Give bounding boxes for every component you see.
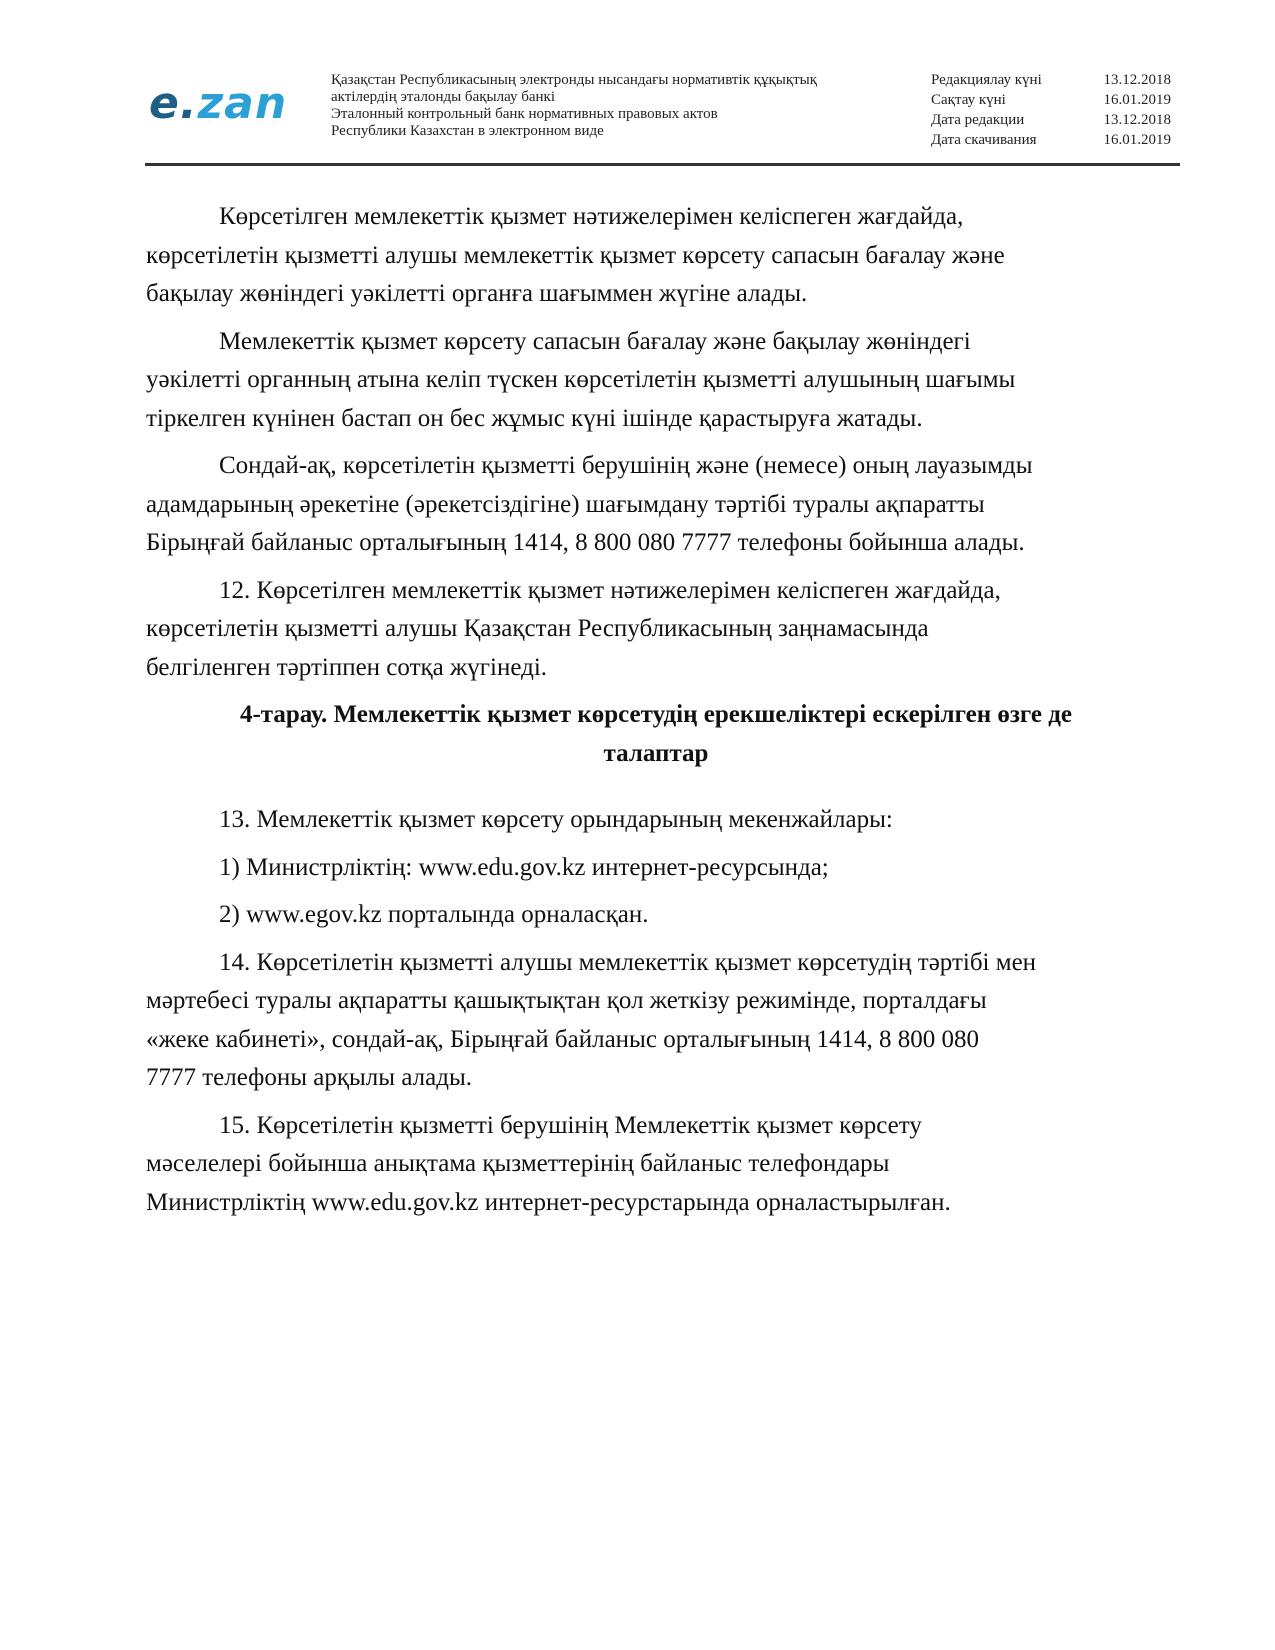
paragraph <box>146 1107 1166 1223</box>
header-title-line: актілердің эталонды бақылау банкі <box>331 89 555 105</box>
text-line: 12. Көрсетілген мемлекеттік қызмет нәтижелерімен келіспеген жағдайда, <box>219 576 1001 604</box>
text-line: белгіленген тәртіппен сотқа жүгінеді. <box>146 653 548 681</box>
text-line: Көрсетілген мемлекеттік қызмет нәтижелерімен келіспеген жағдайда, <box>219 203 964 230</box>
text-line: 2) www.egov.kz порталында орналасқан. <box>219 901 649 928</box>
meta-row <box>931 130 1171 150</box>
text-line: тіркелген күнінен бастап он бес жұмыс күні ішінде қарастыруға жатады. <box>146 404 923 432</box>
text-line: көрсетілетін қызметті алушы Қазақстан Республикасының заңнамасында <box>146 615 929 642</box>
header-title-line: Қазақстан Республикасының электронды нысандағы нормативтік құқықтық <box>331 72 818 88</box>
text-line: Мемлекеттік қызмет көрсету сапасын бағалау және бақылау жөніндегі <box>219 327 971 355</box>
meta-label: Сақтау күні <box>931 92 1006 108</box>
header-title-line: Республики Казахстан в электронном виде <box>331 123 604 139</box>
text-line: 1) Министрліктің: www.edu.gov.kz интернет-ресурсында; <box>219 853 829 881</box>
text-line: 13. Мемлекеттік қызмет көрсету орындарының мекенжайлары: <box>219 806 893 833</box>
paragraph <box>146 944 1166 1098</box>
header-meta <box>931 70 1171 150</box>
header-title-line: Эталонный контрольный банк нормативных правовых актов <box>331 106 718 122</box>
meta-row <box>931 90 1171 110</box>
heading-line: талаптар <box>603 739 709 767</box>
text-line: 14. Көрсетілетін қызметті алушы мемлекеттік қызмет көрсетудің тәртібі мен <box>219 948 1037 976</box>
text-line: Министрліктің www.edu.gov.kz интернет-ресурстарында орналастырылған. <box>146 1188 951 1216</box>
paragraph <box>146 572 1166 688</box>
text-line: 7777 телефоны арқылы алады. <box>146 1064 472 1091</box>
meta-value: 16.01.2019 <box>1103 92 1171 108</box>
text-line: Бірыңғай байланыс орталығының 1414, 8 800 080 7777 телефоны бойынша алады. <box>146 529 1025 556</box>
chapter-heading <box>146 696 1166 773</box>
text-line: мәртебесі туралы ақпаратты қашықтықтан қол жеткізу режимінде, порталдағы <box>146 987 987 1014</box>
text-line: бақылау жөніндегі уәкілетті органға шағыммен жүгіне алады. <box>146 280 808 307</box>
paragraph <box>146 896 1166 935</box>
text-line: «жеке кабинеті», сондай-ақ, Бірыңғай байланыс орталығының 1414, 8 800 080 <box>146 1025 980 1053</box>
meta-value: 13.12.2018 <box>1103 112 1171 128</box>
paragraph <box>146 849 1166 888</box>
document-body <box>146 198 1166 1231</box>
text-line: адамдарының әрекетіне (әрекетсіздігіне) шағымдану тәртібі туралы ақпаратты <box>146 490 985 518</box>
meta-row <box>931 110 1171 130</box>
text-line: 15. Көрсетілетін қызметті берушінің Мемлекеттік қызмет көрсету <box>219 1111 922 1139</box>
paragraph <box>146 447 1166 563</box>
meta-row <box>931 70 1171 90</box>
paragraph <box>146 323 1166 439</box>
paragraph <box>146 801 1166 840</box>
text-line: көрсетілетін қызметті алушы мемлекеттік қызмет көрсету сапасын бағалау және <box>146 241 1005 269</box>
ezan-logo: e.zan <box>149 78 288 129</box>
meta-value: 13.12.2018 <box>1103 72 1171 88</box>
meta-label: Дата скачивания <box>931 132 1037 148</box>
meta-label: Дата редакции <box>931 112 1025 128</box>
document-header <box>145 66 1180 162</box>
text-line: Сондай-ақ, көрсетілетін қызметті берушінің және (немесе) оның лауазымды <box>219 452 1033 479</box>
text-line: уәкілетті органның атына келіп түскен көрсетілетін қызметті алушының шағымы <box>146 366 1016 393</box>
heading-line: 4-тарау. Мемлекеттік қызмет көрсетудің ерекшеліктері ескерілген өзге де <box>239 701 1073 728</box>
meta-label: Редакциялау күні <box>931 72 1042 88</box>
meta-value: 16.01.2019 <box>1103 132 1171 148</box>
header-divider <box>145 163 1180 166</box>
header-titles <box>331 72 891 140</box>
text-line: мәселелері бойынша анықтама қызметтерінің байланыс телефондары <box>146 1150 890 1177</box>
paragraph <box>146 198 1166 314</box>
